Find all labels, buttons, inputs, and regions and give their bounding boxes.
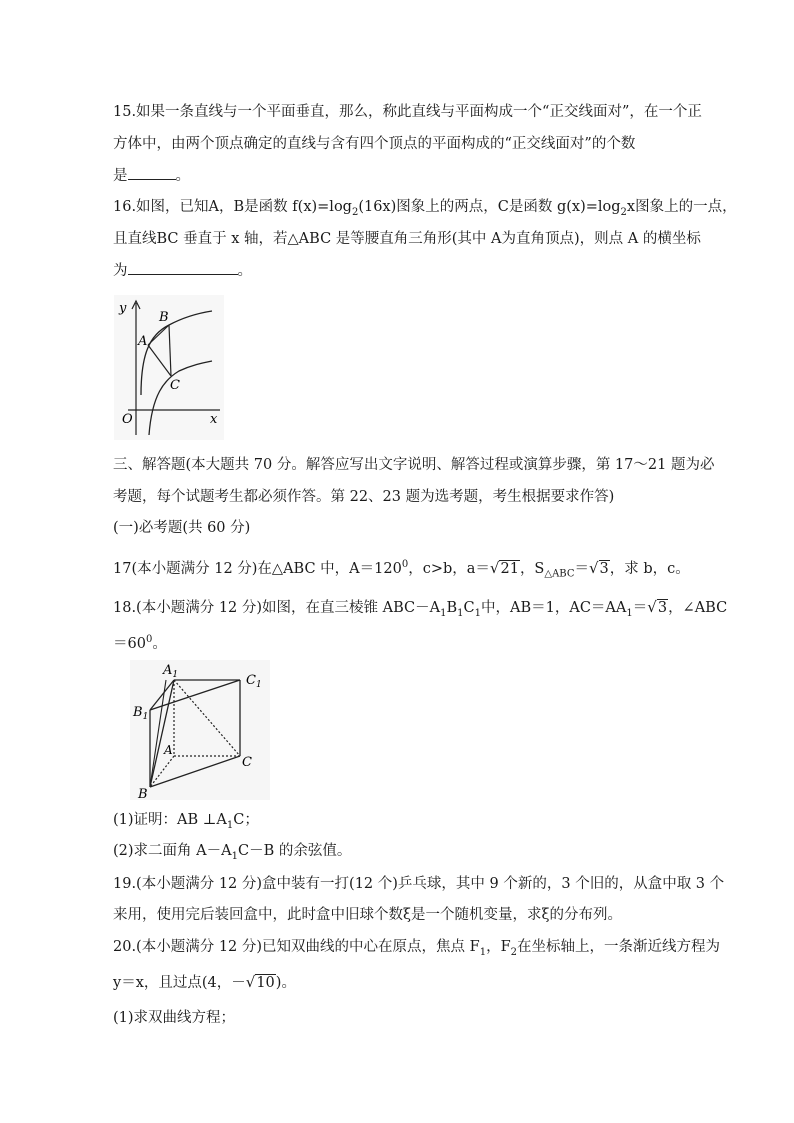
q20-text-c: 在坐标轴上，一条渐近线方程为 (517, 939, 721, 955)
sqrt-3: 3 (657, 600, 668, 616)
sqrt-3: 3 (599, 560, 609, 577)
radical-sign: √ (588, 558, 599, 577)
radical-sign: √ (245, 973, 256, 991)
q16-text-c: x图象上的一点， (626, 199, 737, 215)
q17-line (113, 555, 690, 585)
required-section-title: (一)必考题(共 60 分) (113, 520, 251, 536)
point-b-label: B (159, 310, 169, 325)
q16-line-1 (113, 197, 737, 223)
q17-text-c: ，S (519, 560, 545, 577)
q20-text-a: 20.(本小题满分 12 分)已知双曲线的中心在原点，焦点 F (113, 939, 480, 955)
point-a-label: A (138, 334, 148, 349)
degree-sup: 0 (401, 559, 409, 570)
q19-line-1: 19.(本小题满分 12 分)盒中装有一打(12 个)乒乓球，其中 9 个新的，3 个旧的，从盒中取 3 个 (113, 876, 725, 892)
q15-line-1: 15.如果一条直线与一个平面垂直，那么，称此直线与平面构成一个“正交线面对”，在一个正 (113, 104, 702, 120)
q16-line-2: 且直线BC 垂直于 x 轴，若△ABC 是等腰直角三角形(其中 A为直角顶点)，则点 A 的横坐标 (113, 231, 701, 247)
q20-part-1: (1)求双曲线方程； (113, 1010, 236, 1026)
label-b: B (138, 787, 148, 800)
q17-text-e: ，求 b，c。 (609, 560, 690, 577)
q16-text-a: 16.如图，已知A，B是函数 f(x)=log (113, 199, 352, 215)
sub-1: 1 (457, 607, 464, 619)
label-b1: $B_1$ (133, 705, 149, 722)
point-c-label: C (170, 378, 180, 393)
degree-sup: 0 (145, 634, 153, 645)
q20-line-1 (113, 937, 720, 963)
q18-part-2 (113, 841, 351, 867)
q16-line-3 (113, 260, 252, 281)
q18-p2-a: (2)求二面角 A－A (113, 843, 232, 859)
q18-text-e: ＝ (632, 600, 648, 616)
sqrt-21: 21 (500, 560, 519, 577)
sub-1: 1 (626, 607, 633, 619)
sqrt-10: 10 (256, 975, 275, 991)
area-sub: △ABC (544, 568, 575, 580)
label-a: A (164, 743, 173, 757)
log-base-sub: 2 (351, 206, 359, 218)
q18-text-d: 中，AB＝1，AC＝AA (481, 600, 627, 616)
q16-text-b: (16x)图象上的两点，C是函数 g(x)=log (358, 199, 621, 215)
radical-sign: √ (647, 598, 657, 616)
sub-2: 2 (510, 946, 518, 958)
q20-text-e: )。 (275, 975, 296, 991)
q18-line2-end: 。 (152, 635, 167, 652)
q19-line-2: 来用，使用完后装回盒中，此时盒中旧球个数ξ是一个随机变量，求ξ的分布列。 (113, 907, 622, 923)
sub-1: 1 (226, 819, 234, 831)
q18-text-f: ，∠ABC (668, 600, 728, 616)
q18-p2-b: C－B 的余弦值。 (237, 843, 352, 859)
q20-text-d: y＝x，且过点(4，－ (113, 975, 246, 991)
answer-blank (128, 260, 238, 275)
label-c: C (242, 755, 252, 770)
q18-line-2 (113, 630, 167, 654)
q17-text-b: ，c>b，a＝ (408, 560, 490, 577)
log-base-sub: 2 (620, 206, 627, 218)
y-axis-label: y (119, 301, 127, 316)
q15-line3-suffix: 。 (175, 168, 190, 184)
q20-text-b: ，F (486, 939, 511, 955)
q20-line-2 (113, 972, 296, 993)
q18-part-1 (113, 810, 259, 836)
q17-text-a: 17(本小题满分 12 分)在△ABC 中，A＝120 (113, 560, 402, 577)
x-axis-label: x (210, 412, 218, 427)
q18-line-1 (113, 597, 727, 624)
q17-text-d: ＝ (574, 560, 589, 577)
label-a1: $A_1$ (163, 663, 179, 680)
sub-1: 1 (474, 607, 482, 619)
q16-line3-suffix: 。 (237, 263, 252, 279)
radical-sign: √ (489, 558, 500, 577)
q15-line3-prefix: 是 (113, 168, 128, 184)
q16-line3-prefix: 为 (113, 263, 128, 279)
section3-line-1: 三、解答题(本大题共 70 分。解答应写出文字说明、解答过程或演算步骤，第 17～21 题为必 (113, 457, 715, 473)
q18-p1-a: (1)证明：AB ⊥A (113, 812, 227, 828)
section3-line-2: 考题，每个试题考生都必须作答。第 22、23 题为选考题，考生根据要求作答) (113, 489, 615, 505)
sub-1: 1 (440, 607, 447, 619)
q18-text-b: B (446, 600, 458, 616)
q15-line-2: 方体中，由两个顶点确定的直线与含有四个顶点的平面构成的“正交线面对”的个数 (113, 136, 636, 152)
origin-label: O (122, 412, 133, 427)
q18-line2-text: ＝60 (113, 635, 146, 652)
prism-figure (130, 660, 270, 800)
answer-blank (128, 165, 176, 180)
log-function-figure (114, 295, 224, 440)
q18-text-a: 18.(本小题满分 12 分)如图，在直三棱锥 ABC－A (113, 600, 441, 616)
q15-line-3 (113, 165, 190, 186)
label-c1: $C_1$ (246, 673, 262, 690)
q18-text-c: C (463, 600, 475, 616)
sub-1: 1 (479, 946, 487, 958)
q18-p1-b: C； (233, 812, 259, 828)
sub-1: 1 (231, 850, 238, 862)
